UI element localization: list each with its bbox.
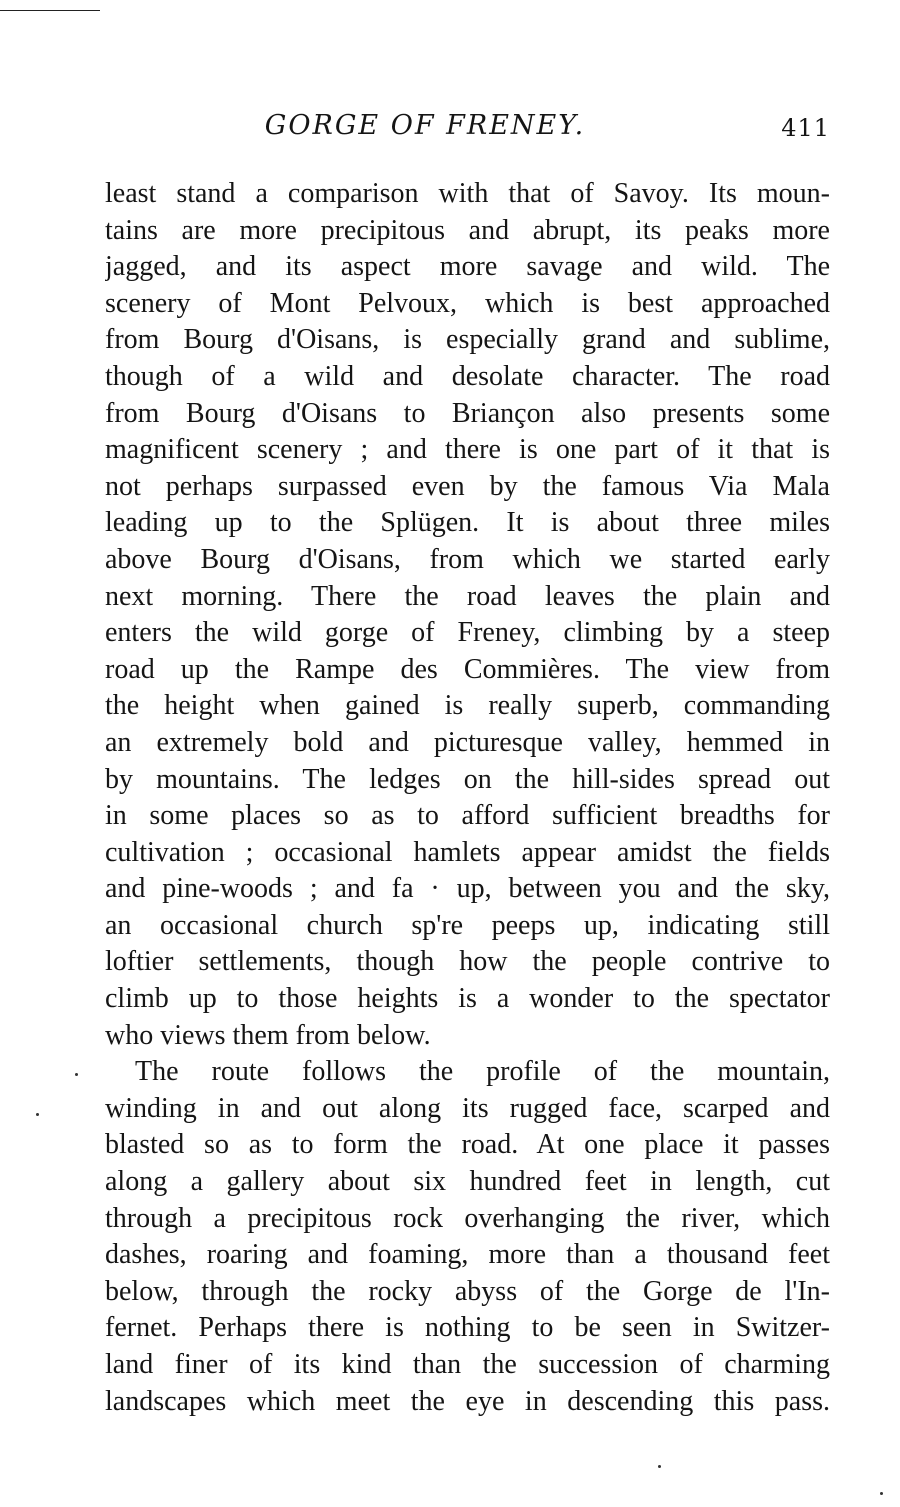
text-line: though of a wild and desolate character. The road (105, 360, 830, 392)
text-line: The route follows the profile of the mountain, (135, 1056, 830, 1088)
text-line: an occasional church sp're peeps up, indicating still (105, 909, 830, 941)
text-line: from Bourg d'Oisans to Briançon also presents some (105, 397, 830, 429)
text-line: winding in and out along its rugged face, scarped and (105, 1092, 830, 1124)
text-line: road up the Rampe des Commières. The view from (105, 653, 830, 685)
text-line: in some places so as to afford sufficient breadths for (105, 800, 830, 832)
print-speck (36, 1113, 39, 1116)
text-line: along a gallery about six hundred feet in length, cut (105, 1166, 830, 1198)
text-line: landscapes which meet the eye in descending this pass. (105, 1385, 830, 1417)
page-number: 411 (781, 114, 830, 142)
text-line: and pine-woods ; and fa · up, between you and the sky, (105, 873, 830, 905)
text-line: fernet. Perhaps there is nothing to be seen in Switzer- (105, 1312, 830, 1344)
text-line: cultivation ; occasional hamlets appear amidst the fields (105, 836, 830, 868)
text-line: by mountains. The ledges on the hill-sides spread out (105, 763, 830, 795)
page-header (105, 110, 830, 170)
print-speck (75, 1073, 78, 1076)
text-line: enters the wild gorge of Freney, climbing by a steep (105, 617, 830, 649)
text-line: jagged, and its aspect more savage and wild. The (105, 251, 830, 283)
text-line: magnificent scenery ; and there is one part of it that is (105, 434, 830, 466)
text-line: scenery of Mont Pelvoux, which is best approached (105, 287, 830, 319)
running-title: GORGE OF FRENEY. (264, 110, 586, 141)
text-line: the height when gained is really superb, commanding (105, 690, 830, 722)
text-line: through a precipitous rock overhanging the river, which (105, 1202, 830, 1234)
text-line: land finer of its kind than the succession of charming (105, 1349, 830, 1380)
text-line: blasted so as to form the road. At one place it passes (105, 1129, 830, 1161)
text-line: above Bourg d'Oisans, from which we started early (105, 543, 830, 575)
text-line: who views them from below. (105, 1019, 431, 1051)
text-line: not perhaps surpassed even by the famous Via Mala (105, 470, 830, 502)
top-rule (0, 10, 100, 11)
paragraph-1 (105, 176, 830, 1054)
text-line: leading up to the Splügen. It is about three miles (105, 507, 830, 539)
body-text (105, 176, 830, 1420)
text-line: next morning. There the road leaves the plain and (105, 580, 830, 612)
print-speck (658, 1465, 661, 1468)
print-speck (880, 1492, 883, 1495)
paragraph-2 (105, 1054, 830, 1420)
text-line: below, through the rocky abyss of the Gorge de l'In- (105, 1275, 830, 1307)
text-line: from Bourg d'Oisans, is especially grand and sublime, (105, 324, 830, 356)
text-line: least stand a comparison with that of Savoy. Its moun- (105, 178, 830, 209)
text-line: an extremely bold and picturesque valley, hemmed in (105, 726, 830, 758)
text-line: loftier settlements, though how the people contrive to (105, 946, 830, 978)
text-line: tains are more precipitous and abrupt, its peaks more (105, 214, 830, 246)
text-line: dashes, roaring and foaming, more than a thousand feet (105, 1239, 830, 1271)
text-line: climb up to those heights is a wonder to the spectator (105, 983, 830, 1015)
